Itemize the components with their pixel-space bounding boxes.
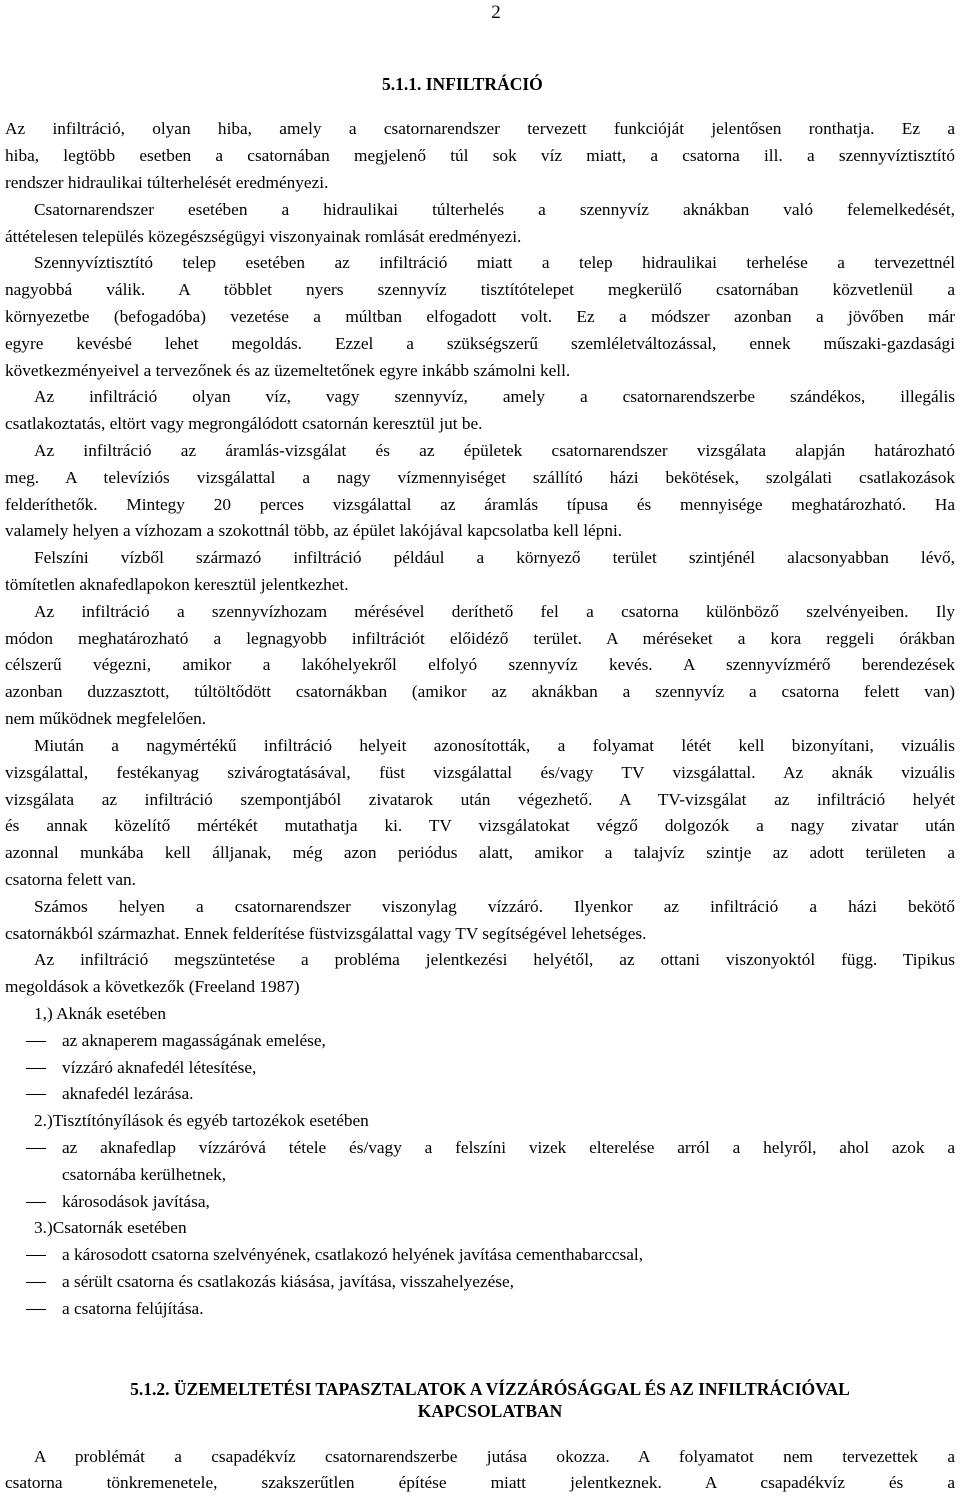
list-heading: 3.)Csatornák esetében xyxy=(34,1218,187,1237)
dash-bullet xyxy=(26,1282,46,1283)
list-heading: 1,) Aknák esetében xyxy=(34,1004,166,1023)
text-line: Miután a nagymértékű infiltráció helyeit azonosították, a folyamat létét kell bizonyítani, vizuális xyxy=(34,736,955,755)
list-item-continuation: csatornába kerülhetnek, xyxy=(62,1165,227,1184)
text-line: Az infiltráció megszüntetése a probléma jelentkezési helyétől, az ottani viszonyoktól függ. Tipikus xyxy=(34,950,955,969)
text-line: csatorna felett van. xyxy=(5,870,136,889)
section-heading-line: 5.1.2. ÜZEMELTETÉSI TAPASZTALATOK A VÍZZÁRÓSÁGGAL ÉS AZ INFILTRÁCIÓVAL xyxy=(130,1379,850,1399)
text-line: Felszíni vízből származó infiltráció például a környező terület szintjénél alacsonyabban lévő, xyxy=(34,548,955,567)
text-line: csatorna tönkremenetele, szakszerűtlen építése miatt jelentkeznek. A csapadékvíz és a xyxy=(5,1473,955,1492)
text-line: felderíthetők. Mintegy 20 perces vizsgálattal az áramlás típusa és mennyisége meghatározható. Ha xyxy=(5,495,955,514)
text-line: meg. A televíziós vizsgálattal a nagy vízmennyiséget szállító házi bekötések, szolgálati csatlakozások xyxy=(5,468,955,487)
text-line: nagyobbá válik. A többlet nyers szennyvíz tisztítótelepet megkerülő csatornában közvetlenül a xyxy=(5,280,955,299)
text-line: Csatornarendszer esetében a hidraulikai túlterhelés a szennyvíz aknákban való felemelkedését, xyxy=(34,200,955,219)
text-line: Számos helyen a csatornarendszer viszonylag vízzáró. Ilyenkor az infiltráció a házi bekötő xyxy=(34,897,955,916)
text-line: tömítetlen aknafedlapokon keresztül jelentkezhet. xyxy=(5,575,349,594)
text-line: A problémát a csapadékvíz csatornarendszerbe jutása okozza. A folyamatot nem tervezettek a xyxy=(34,1447,955,1466)
text-line: környezetbe (befogadóba) vezetése a múltban elfogadott volt. Ez a módszer azonban a jövőben már xyxy=(5,307,955,326)
list-heading: 2.)Tisztítónyílások és egyéb tartozékok esetében xyxy=(34,1111,369,1130)
list-item: a sérült csatorna és csatlakozás kiásása, javítása, visszahelyezése, xyxy=(62,1272,514,1291)
text-line: célszerű végezni, amikor a lakóhelyekről elfolyó szennyvíz kevés. A szennyvízmérő berendezések xyxy=(5,655,955,674)
text-line: azonban duzzasztott, túltöltődött csatornákban (amikor az aknákban a szennyvíz a csatorna felett van) xyxy=(5,682,955,701)
text-line: Az infiltráció az áramlás-vizsgálat és az épületek csatornarendszer vizsgálata alapján határozható xyxy=(34,441,955,460)
dash-bullet xyxy=(26,1309,46,1310)
text-line: hiba, legtöbb esetben a csatornában megjelenő túl sok víz miatt, a csatorna ill. a szennyvíztisztító xyxy=(5,146,955,165)
dash-bullet xyxy=(26,1148,46,1149)
list-item: károsodások javítása, xyxy=(62,1192,210,1211)
text-line: vizsgálattal, festékanyag szivárogtatásával, füst vizsgálattal és/vagy TV vizsgálattal. Az aknák vizuális xyxy=(5,763,955,782)
text-line: és annak közelítő mértékét mutathatja ki. TV vizsgálatokat végző dolgozók a nagy zivatar után xyxy=(5,816,955,835)
text-line: áttételesen település közegészségügyi viszonyainak romlását eredményezi. xyxy=(5,227,522,246)
dash-bullet xyxy=(26,1041,46,1042)
text-line: Az infiltráció olyan víz, vagy szennyvíz, amely a csatornarendszerbe szándékos, illegális xyxy=(34,387,955,406)
text-line: következményeivel a tervezőnek és az üzemeltetőnek egyre inkább számolni kell. xyxy=(5,361,571,380)
list-item: a károsodott csatorna szelvényének, csatlakozó helyének javítása cementhabarccsal, xyxy=(62,1245,644,1264)
text-line: egyre kevésbé lehet megoldás. Ezzel a szükségszerű szemléletváltozással, ennek műszaki-gazdasági xyxy=(5,334,955,353)
text-line: megoldások a következők (Freeland 1987) xyxy=(5,977,300,996)
list-item: vízzáró aknafedél létesítése, xyxy=(62,1058,257,1077)
page-number: 2 xyxy=(491,2,501,23)
list-item: a csatorna felújítása. xyxy=(62,1299,204,1318)
section-heading-infiltracio: 5.1.1. INFILTRÁCIÓ xyxy=(382,74,543,94)
text-line: vizsgálata az infiltráció szempontjából zivatarok után végezhető. A TV-vizsgálat az infiltráció helyét xyxy=(5,790,955,809)
text-line: módon meghatározható a legnagyobb infiltrációt előidéző terület. A méréseket a kora reggeli órákban xyxy=(5,629,955,648)
text-line: Szennyvíztisztító telep esetében az infiltráció miatt a telep hidraulikai terhelése a tervezettnél xyxy=(34,253,955,272)
text-line: nem működnek megfelelően. xyxy=(5,709,207,728)
text-line: rendszer hidraulikai túlterhelését eredményezi. xyxy=(5,173,329,192)
list-item: az aknafedlap vízzáróvá tétele és/vagy a felszíni vizek elterelése arról a helyről, ahol azok a xyxy=(62,1138,955,1157)
dash-bullet xyxy=(26,1255,46,1256)
text-line: valamely helyen a vízhozam a szokottnál több, az épület lakójával kapcsolatba kell lépni. xyxy=(5,521,623,540)
text-line: azonnal munkába kell álljanak, még azon periódus alatt, amikor a talajvíz szintje az adott területen a xyxy=(5,843,955,862)
text-line: csatornákból származhat. Ennek felderítése füstvizsgálattal vagy TV segítségével lehetséges. xyxy=(5,924,647,943)
section-heading-line: KAPCSOLATBAN xyxy=(417,1401,563,1421)
dash-bullet xyxy=(26,1094,46,1095)
dash-bullet xyxy=(26,1068,46,1069)
text-line: Az infiltráció a szennyvízhozam mérésével deríthető fel a csatorna különböző szelvényeiben. Ily xyxy=(34,602,955,621)
text-line: Az infiltráció, olyan hiba, amely a csatornarendszer tervezett funkcióját jelentősen ronthatja. Ez a xyxy=(5,119,955,138)
text-line: csatlakoztatás, eltört vagy megrongálódott csatornán keresztül jut be. xyxy=(5,414,483,433)
list-item: az aknaperem magasságának emelése, xyxy=(62,1031,326,1050)
list-item: aknafedél lezárása. xyxy=(62,1084,194,1103)
section-heading-uzemeltetesi xyxy=(30,1378,950,1422)
dash-bullet xyxy=(26,1202,46,1203)
